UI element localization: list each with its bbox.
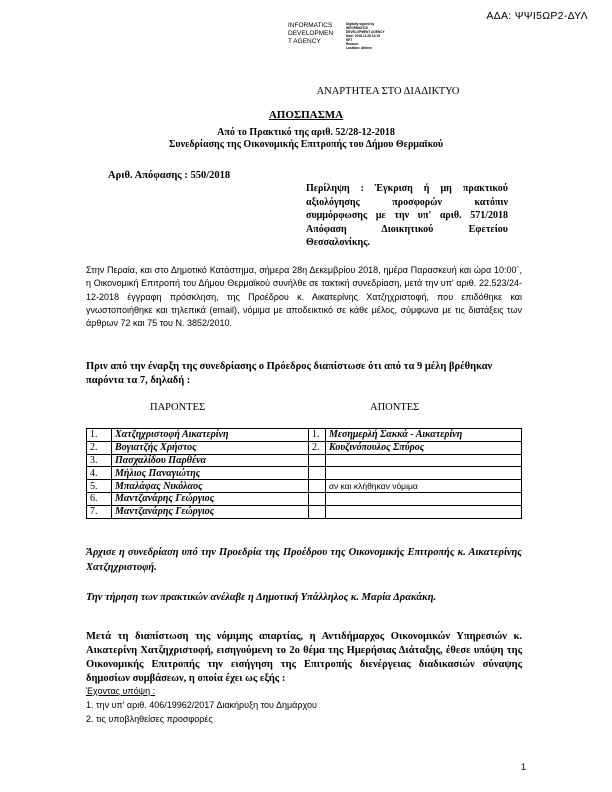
absent-member bbox=[326, 505, 522, 518]
opening-paragraph: Στην Περαία, και στο Δημοτικό Κατάστημα, σήμερα 28η Δεκεμβρίου 2018, ημέρα Παρασκευή και ώρα 10:00΄, η Οικονομική Επιτροπή του Δήμου Θερμαϊκού συνήλθε σε τακτική συνεδρίαση, μετά την υπ' αριθ. 22.523/24-12-2018 έγγραφη πρόσκληση, της Προέδρου κ. Αικατερίνης Χατζηχριστοφή, που επιδόθηκε και γνωστοποιήθηκε και τηλεπικά (email), νόμιμα με αποδεικτικό σε κάθε μέλος, σύμφωνα με τις διατάξεις των άρθρων 72 και 75 του Ν. 3852/2010. bbox=[86, 265, 522, 329]
stamp-detail: DEVELOPMENT AGENCY bbox=[346, 30, 385, 34]
stamp-detail: Location: Athens bbox=[346, 46, 372, 50]
stamp-detail: Date: 2018.12.28 13:15 bbox=[346, 34, 380, 38]
absent-number: 1. bbox=[309, 429, 326, 442]
signature-stamp-label bbox=[288, 22, 333, 46]
present-number: 4. bbox=[87, 467, 112, 480]
extract-title: ΑΠΟΣΠΑΣΜΑ bbox=[268, 109, 344, 121]
absent-header: ΑΠΟΝΤΕΣ bbox=[370, 402, 420, 413]
list-item: 2. τις υποβληθείσες προσφορές bbox=[86, 714, 213, 724]
absent-number bbox=[309, 492, 326, 505]
table-row bbox=[87, 492, 522, 505]
stamp-line: DEVELOPMEN bbox=[288, 30, 334, 37]
absent-member bbox=[326, 454, 522, 467]
present-member: Μαντζανάρης Γεώργιος bbox=[112, 492, 309, 505]
present-member: Μαντζανάρης Γεώργιος bbox=[112, 505, 309, 518]
present-number: 5. bbox=[87, 480, 112, 493]
stamp-line: INFORMATICS bbox=[288, 22, 333, 29]
attendance-table bbox=[86, 428, 522, 519]
signature-stamp-details bbox=[346, 22, 385, 50]
stamp-detail: INFORMATICS bbox=[346, 26, 368, 30]
present-number: 3. bbox=[87, 454, 112, 467]
absent-member bbox=[326, 467, 522, 480]
list-item: 1. την υπ' αριθ. 406/19962/2017 Διακήρυξη του Δημάρχου bbox=[86, 700, 317, 710]
summary: Περίληψη : Έγκριση ή μη πρακτικού αξιολόγησης προσφορών κατόπιν συμμόρφωσης με την υπ' αριθ. 571/2018 Απόφαση Διοικητικού Εφετείου Θεσσαλονίκης. bbox=[306, 183, 508, 249]
table-row bbox=[87, 505, 522, 518]
considering-label: Έχοντας υπόψη : bbox=[86, 686, 156, 696]
considerations-list bbox=[86, 684, 317, 726]
present-number: 2. bbox=[87, 441, 112, 454]
present-member: Μπαλάφας Νικόλαος bbox=[112, 480, 309, 493]
session-start-paragraph: Άρχισε η συνεδρίαση υπό την Προεδρία της Προέδρου της Οικονομικής Επιτροπής κ. Αικατερίνης Χατζηχριστοφή. bbox=[86, 547, 522, 573]
absent-number bbox=[309, 467, 326, 480]
stamp-detail: Digitally signed by bbox=[346, 22, 375, 26]
publication-heading: ΑΝΑΡΤΗΤΕΑ ΣΤΟ ΔΙΑΔΙΚΤΥΟ bbox=[316, 86, 460, 97]
minutes-reference: Από το Πρακτικό της αριθ. 52/28-12-2018 bbox=[217, 127, 395, 138]
table-row bbox=[87, 429, 522, 442]
absent-member: αν και κλήθηκαν νόμιμα bbox=[326, 480, 522, 493]
table-row bbox=[87, 480, 522, 493]
proposal-paragraph: Μετά τη διαπίστωση της νόμιμης απαρτίας, η Αντιδήμαρχος Οικονομικών Υπηρεσιών κ. Αικατερίνη Χατζηχριστοφή, εισηγούμενη το 2ο θέμα της Ημερήσιας Διάταξης, έθεσε υπόψη της Οικονομικής Επιτροπής την εισήγηση της Επιτροπής διενέργειας διαδικασιών σύναψης δημοσίων συμβάσεων, η οποία έχει ως εξής : bbox=[86, 631, 522, 684]
absent-number: 2. bbox=[309, 441, 326, 454]
minutes-keeper-paragraph: Την τήρηση των πρακτικών ανέλαβε η Δημοτική Υπάλληλος κ. Μαρία Δρακάκη. bbox=[86, 592, 437, 603]
present-number: 6. bbox=[87, 492, 112, 505]
present-number: 7. bbox=[87, 505, 112, 518]
table-row bbox=[87, 467, 522, 480]
stamp-line: T AGENCY bbox=[288, 38, 321, 45]
present-number: 1. bbox=[87, 429, 112, 442]
present-member: Χατζηχριστοφή Αικατερίνη bbox=[112, 429, 309, 442]
absent-member: Κουζινόπουλος Σπύρος bbox=[326, 441, 522, 454]
table-row bbox=[87, 454, 522, 467]
decision-number: Αριθ. Απόφασης : 550/2018 bbox=[108, 170, 231, 181]
stamp-detail: EET bbox=[346, 38, 353, 42]
quorum-paragraph: Πριν από την έναρξη της συνεδρίασης ο Πρόεδρος διαπίστωσε ότι από τα 9 μέλη βρέθηκαν παρόντα τα 7, δηλαδή : bbox=[86, 361, 493, 386]
present-member: Πασχαλίδου Παρθένα bbox=[112, 454, 309, 467]
ada-code: ΑΔΑ: ΨΨΙ5ΩΡ2-ΔΥΛ bbox=[486, 10, 588, 22]
stamp-detail: Reason: bbox=[346, 42, 359, 46]
present-header: ΠΑΡΟΝΤΕΣ bbox=[150, 402, 206, 413]
absent-member bbox=[326, 492, 522, 505]
absent-number bbox=[309, 505, 326, 518]
session-title: Συνεδρίασης της Οικονομικής Επιτροπής του Δήμου Θερμαϊκού bbox=[168, 139, 444, 150]
page-number: 1 bbox=[520, 762, 526, 772]
absent-number bbox=[309, 480, 326, 493]
absent-member: Μεσημερλή Σακκά - Αικατερίνη bbox=[326, 429, 522, 442]
present-member: Μήλιος Παναγιώτης bbox=[112, 467, 309, 480]
table-row bbox=[87, 441, 522, 454]
present-member: Βογιατζής Χρήστος bbox=[112, 441, 309, 454]
absent-number bbox=[309, 454, 326, 467]
